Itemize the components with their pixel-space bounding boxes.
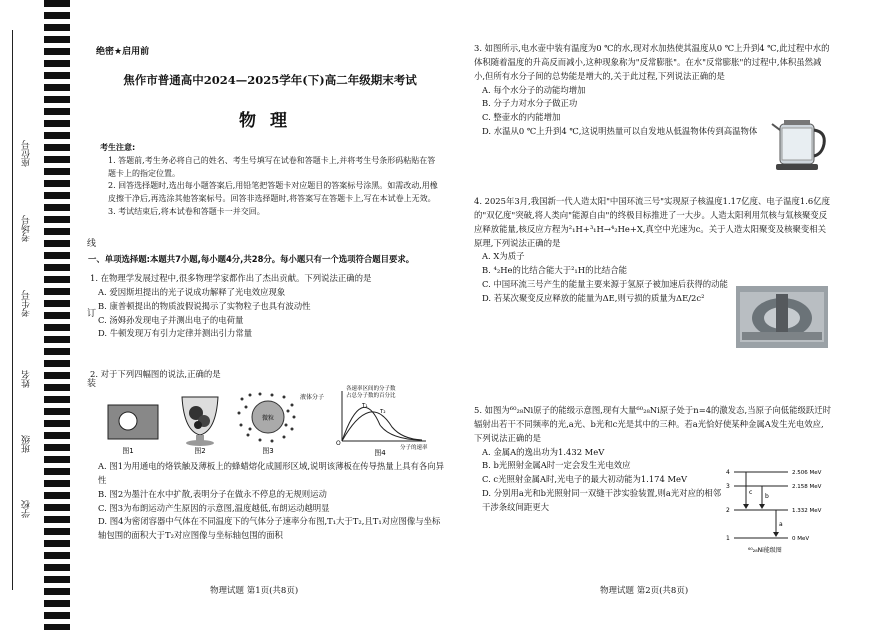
fig4-ylabel-1: 各速率区间的分子数	[346, 386, 396, 392]
name-label: 姓名	[22, 370, 32, 388]
question-stem: 1. 在物理学发展过程中,很多物理学家都作出了杰出贡献。下列说法正确的是	[90, 273, 372, 283]
note-item: 1. 答题前,考生务必将自己的姓名、考生号填写在试卷和答题卡上,并将考生号条形码粘贴在答题卡上的指定位置。	[108, 155, 436, 178]
option-a: A. 爱因斯坦提出的光子说成功解释了光电效应现象	[98, 286, 286, 297]
notes-block	[100, 142, 442, 219]
class-label: 班级	[22, 435, 32, 453]
fig4-curve-t2	[342, 412, 422, 441]
cut-mark-bind: 订	[85, 308, 95, 317]
option-d: D. 若某次聚变反应释放的能量为ΔE,则亏损的质量为ΔE/2c²	[482, 293, 705, 304]
option-a: A. 每个水分子的动能均增加	[482, 84, 586, 95]
level-1-energy: 0 MeV	[792, 536, 810, 542]
secret-mark: 绝密★启用前	[96, 47, 150, 57]
option-c: C. c光照射金属A时,光电子的最大初动能为1.174 MeV	[482, 474, 688, 485]
option-d: D. 分别用a光和b光照射同一双缝干涉实验装置,则a光对应的相邻干涉条纹间距更大	[482, 488, 722, 513]
exam-title: 焦作市普通高中2024—2025学年(下)高二年级期末考试	[123, 73, 417, 87]
level-3-energy: 2.158 MeV	[792, 484, 822, 490]
diagram-caption: ⁶⁰₂₈Ni能级图	[748, 547, 782, 554]
fig4-t2: T₂	[380, 409, 386, 415]
question-stem: 4. 2025年3月,我国新一代人造太阳"中国环流三号"实现原子核温度1.17亿度、电子温度1.6亿度的"双亿度"突破,将人类向"能源自由"的终极目标推进了一大步。人造太阳利用氘核与氚核聚变反应释放能量,核反应方程为²₁H+³₁H→⁴₂He+X,真空中光速为c。关于人造太阳聚变及核聚变相关原理,下列说法正确的是	[474, 196, 831, 248]
q2-figures	[100, 385, 440, 457]
level-n1: 1	[726, 535, 730, 542]
cut-mark-seal: 装	[85, 378, 95, 387]
option-b: B. 康普顿提出的物质波假说揭示了实物粒子也具有波动性	[98, 300, 311, 311]
seat-label: 座位号	[22, 140, 32, 167]
option-b: B. ⁴₂He的比结合能大于²₁H的比结合能	[482, 265, 627, 276]
binding-stripes	[44, 0, 70, 630]
fig3-label: 图3	[262, 447, 274, 455]
fig4-xlabel: 分子的速率	[400, 445, 428, 451]
subject-title: 物理	[239, 111, 301, 131]
level-4-energy: 2.506 MeV	[792, 470, 822, 476]
arrow-b-label: b	[765, 493, 769, 500]
fig1-label: 图1	[122, 447, 134, 455]
fig4-origin: O	[336, 440, 341, 447]
question-2-stem: 2. 对于下列四幅图的说法,正确的是	[90, 369, 221, 379]
footer-right: 物理试题 第2页(共8页)	[600, 586, 689, 596]
question-2-options	[90, 460, 448, 543]
option-b: B. 图2为墨汁在水中扩散,表明分子在做永不停息的无规则运动	[98, 488, 327, 499]
option-d: D. 牛顿发现万有引力定律并测出引力常量	[98, 328, 253, 339]
exam-no-label: 考生号	[22, 290, 32, 317]
option-d: D. 水温从0 ℃上升到4 ℃,这说明热量可以自发地从低温物体传到高温物体	[482, 126, 758, 137]
option-b: B. 分子力对水分子做正功	[482, 98, 578, 109]
fig4-t1: T₁	[362, 403, 368, 409]
option-a: A. X为质子	[482, 251, 525, 262]
footer-left: 物理试题 第1页(共8页)	[210, 586, 299, 596]
option-c: C. 汤姆孙发现电子并测出电子的电荷量	[98, 314, 244, 325]
fig4-label: 图4	[374, 449, 386, 457]
level-n3: 3	[726, 483, 730, 490]
level-2-energy: 1.332 MeV	[792, 508, 822, 514]
option-a: A. 图1为用通电的烙铁触及薄板上的蜂蜡熔化成圆形区域,说明该薄板在传导热量上具有各向异性	[98, 461, 444, 485]
fig2-label: 图2	[194, 447, 206, 455]
option-d: D. 图4为密闭容器中气体在不同温度下的气体分子速率分布图,T₁大于T₂,且T₁对应图像与坐标轴包围的面积大于T₂对应图像与坐标轴包围的面积	[98, 516, 441, 541]
exam-room-label: 考场号	[22, 215, 32, 242]
level-n2: 2	[726, 507, 730, 514]
fig4-ylabel-2: 占总分子数的百分比	[346, 393, 396, 399]
school-label: 学校	[22, 500, 32, 518]
option-c: C. 中国环流三号产生的能量主要来源于氢原子被加速后获得的动能	[482, 279, 728, 290]
option-c: C. 整壶水的内能增加	[482, 112, 561, 123]
option-c: C. 图3为布朗运动产生原因的示意图,温度越低,布朗运动越明显	[98, 502, 330, 513]
tokamak-image	[736, 286, 828, 348]
note-item: 3. 考试结束后,将本试卷和答题卡一并交回。	[108, 206, 265, 216]
ni-energy-level-diagram	[722, 464, 832, 560]
notes-title: 考生注意:	[100, 143, 136, 152]
note-item: 2. 回答选择题时,选出每小题答案后,用铅笔把答题卡对应题目的答案标号涂黑。如需改动,用橡皮擦干净后,再选涂其他答案标号。回答非选择题时,将答案写在答题卡上,写在本试卷上无效。	[108, 181, 438, 204]
question-1	[90, 272, 448, 341]
level-n4: 4	[726, 469, 730, 476]
question-stem: 5. 如图为⁶⁰₂₈Ni原子的能级示意图,现有大量⁶⁰₂₈Ni原子处于n=4的激发态,当原子向低能级跃迁时辐射出若干不同频率的光,a光、b光和c光是其中的三种。若a光恰好使某种金属A发生光电效应,下列说法正确的是	[474, 405, 831, 443]
binding-line	[12, 30, 13, 590]
question-stem: 3. 如图所示,电水壶中装有温度为0 ℃的水,现对水加热使其温度从0 ℃上升到4 ℃,此过程中水的体积随着温度的升高反而减小,这种现象称为"反常膨胀"。在水"反常膨胀"的过程中,体积虽然减小,但所有水分子间的总势能是增大的,关于此过程,下列说法正确的是	[474, 43, 830, 81]
option-b: B. b光照射金属A时一定会发生光电效应	[482, 460, 631, 471]
option-a: A. 金属A的逸出功为1.432 MeV	[482, 446, 605, 457]
kettle-image	[770, 110, 830, 172]
fig1-wax-circle	[119, 412, 137, 430]
fig3-particle-label: 微粒	[262, 415, 275, 422]
fig3-molecule-label: 液体分子	[300, 394, 325, 401]
arrow-a-label: a	[779, 521, 783, 528]
cut-mark-line: 线	[85, 238, 95, 247]
section-heading: 一、单项选择题:本题共7小题,每小题4分,共28分。每小题只有一个选项符合题目要求。	[88, 254, 415, 264]
arrow-c-label: c	[749, 489, 753, 496]
